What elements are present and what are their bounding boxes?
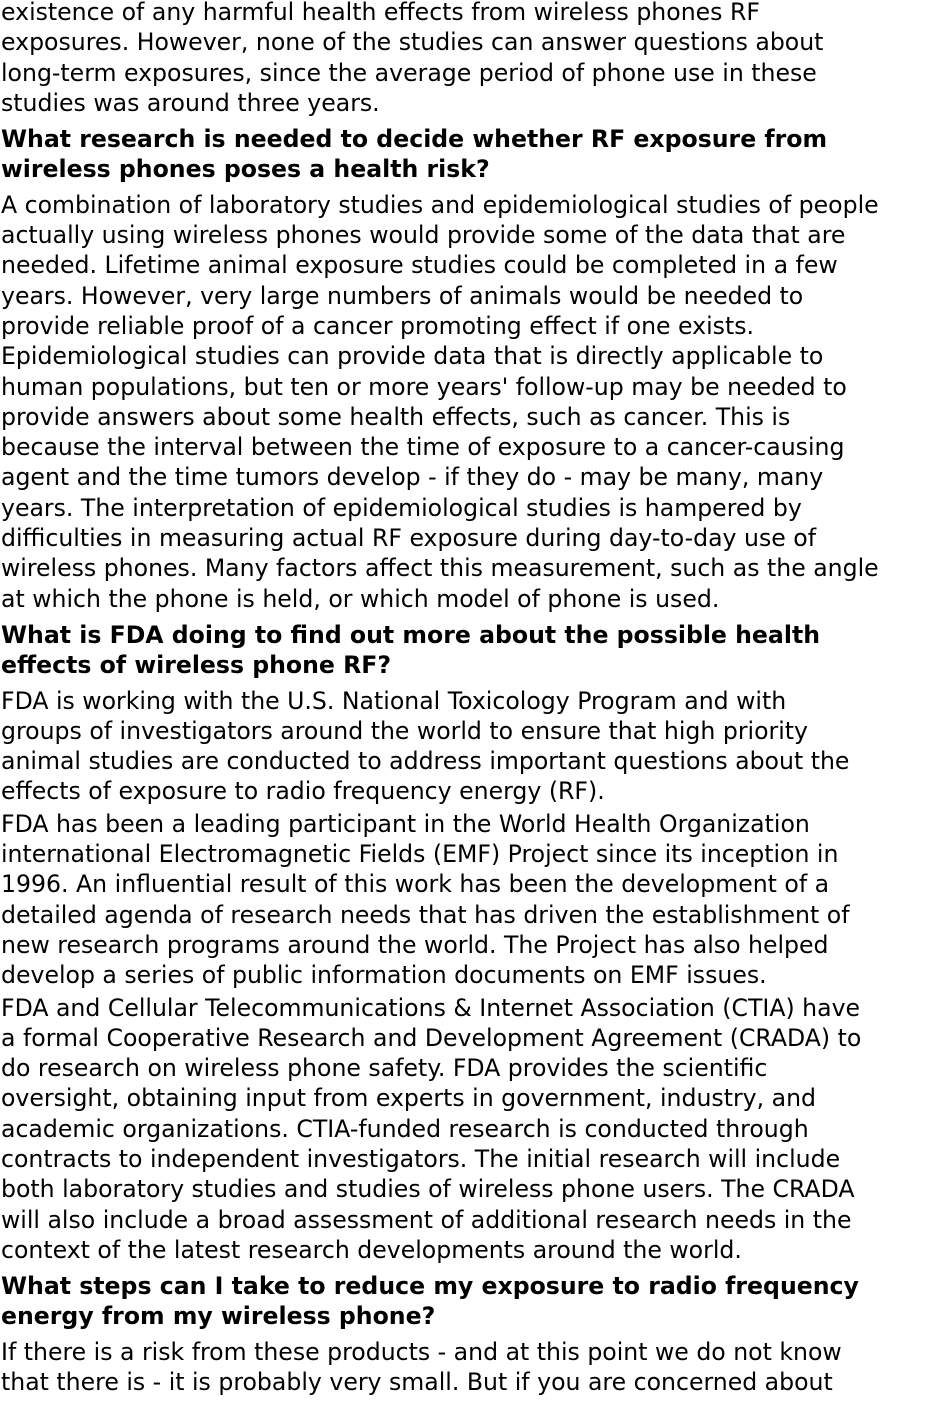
paragraph-reduce-exposure: If there is a risk from these products - and at this point we do not know that there is - it is probably very small. But if you are concerned about xyxy=(1,1337,842,1397)
paragraph-fda-ntp: FDA is working with the U.S. National Toxicology Program and with groups of investigators around the world to ensure that high priority animal studies are conducted to address important questions about the effects of exposure to radio frequency energy (RF). xyxy=(1,686,850,806)
paragraph-fda-ctia: FDA and Cellular Telecommunications & Internet Association (CTIA) have a formal Cooperative Research and Development Agreement (CRADA) to do research on wireless phone safety. FDA provides the scientific oversight, obtaining input from experts in government, industry, and academic organizations. CTIA-funded research is conducted through contracts to independent investigators. The initial research will include both laboratory studies and studies of wireless phone users. The CRADA will also include a broad assessment of additional research needs in the context of the latest research developments around the world. xyxy=(1,993,862,1264)
paragraph-intro: existence of any harmful health effects from wireless phones RF exposures. However, none of the studies can answer questions about long-term exposures, since the average period of phone use in these studies was around three years. xyxy=(1,0,824,117)
heading-reduce-exposure: What steps can I take to reduce my exposure to radio frequency energy from my wireless phone? xyxy=(1,1272,859,1331)
paragraph-research-needed: A combination of laboratory studies and epidemiological studies of people actually using wireless phones would provide some of the data that are needed. Lifetime animal exposure studies could be completed in a few years. However, very large numbers of animals would be needed to provide reliable proof of a cancer promoting effect if one exists. Epidemiological studies can provide data that is directly applicable to human populations, but ten or more years' follow-up may be needed to provide answers about some health effects, such as cancer. This is because the interval between the time of exposure to a cancer-causing agent and the time tumors develop - if they do - may be many, many years. The interpretation of epidemiological studies is hampered by difficulties in measuring actual RF exposure during day-to-day use of wireless phones. Many factors affect this measurement, such as the angle at which the phone is held, or which model of phone is used. xyxy=(1,190,879,613)
heading-research-needed: What research is needed to decide whether RF exposure from wireless phones poses a health risk? xyxy=(1,125,828,184)
heading-fda-doing: What is FDA doing to find out more about the possible health effects of wireless phone RF? xyxy=(1,620,821,680)
paragraph-fda-who: FDA has been a leading participant in the World Health Organization international Electromagnetic Fields (EMF) Project since its inception in 1996. An influential result of this work has been the development of a detailed agenda of research needs that has driven the establishment of new research programs around the world. The Project has also helped develop a series of public information documents on EMF issues. xyxy=(1,809,850,990)
